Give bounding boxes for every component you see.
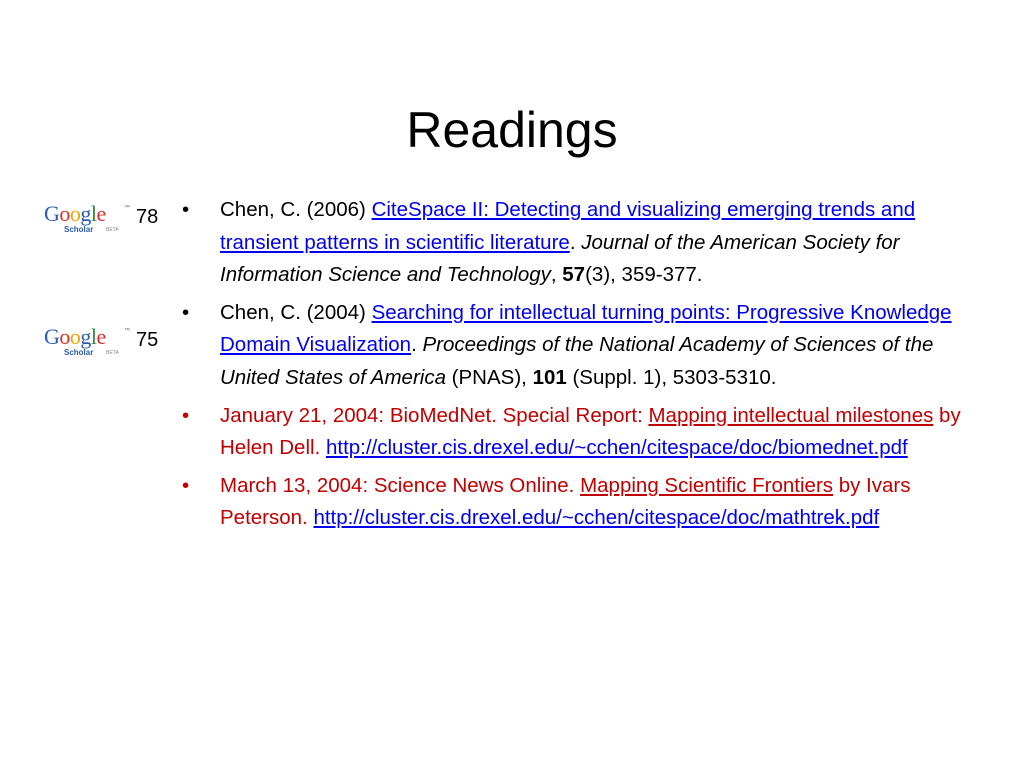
google-scholar-logo [44,324,130,360]
logo-scholar-label: Scholar [64,225,94,234]
volume-number: 57 [562,263,586,287]
volume-number: 101 [532,365,567,389]
logo-scholar-label: Scholar [64,348,94,357]
reading-after-link: by Helen Dell. [220,403,961,460]
paper-link-turning-points[interactable]: Searching for intellectual turning points: Progressive Knowledge Domain Visualization [220,300,952,357]
logo-trademark: ™ [124,205,130,211]
pdf-url-link[interactable]: http://cluster.cis.drexel.edu/~cchen/citespace/doc/mathtrek.pdf [313,506,880,530]
bullet: • [182,300,190,324]
reading-after-link: . [411,333,423,357]
reading-sep: , [550,263,563,287]
paper-link-citespace[interactable]: CiteSpace II: Detecting and visualizing emerging trends and transient patterns in scientific literature [220,198,916,254]
reading-item-citespace [182,194,972,292]
logo-beta-label: BETA [106,227,119,233]
pages: (3), 359-377. [585,263,703,287]
reading-after-link: by Ivars Peterson. [220,473,911,530]
logo-trademark: ™ [124,328,130,334]
reading-prefix: Chen, C. (2004) [220,300,372,324]
reading-sep: (PNAS), [445,365,533,389]
citation-count: 75 [136,329,159,351]
google-logo-word: Google [44,324,106,349]
reading-item-biomednet [182,400,972,465]
journal-name: Journal of the American Society for Information Science and Technology [220,230,900,287]
readings-list [182,194,972,540]
bullet: • [182,198,190,221]
slide-title: Readings [406,101,618,158]
bullet: • [182,403,190,427]
pdf-url-link[interactable]: http://cluster.cis.drexel.edu/~cchen/citespace/doc/biomednet.pdf [325,436,908,460]
reading-prefix: March 13, 2004: Science News Online. [220,473,581,497]
journal-name: Proceedings of the National Academy of Sciences of the United States of America [220,333,934,389]
article-link-frontiers[interactable]: Mapping Scientific Frontiers [580,473,834,497]
reading-prefix: Chen, C. (2006) [220,198,372,221]
logo-beta-label: BETA [106,350,119,356]
google-logo-word: Google [44,201,106,226]
reading-after-link: . [569,230,582,254]
article-link-milestones[interactable]: Mapping intellectual milestones [648,403,934,427]
reading-item-pnas [182,297,972,395]
pages: (Suppl. 1), 5303-5310. [566,365,777,389]
google-scholar-logo [44,201,130,237]
bullet: • [182,473,190,497]
reading-item-science-news [182,470,972,535]
reading-prefix: January 21, 2004: BioMedNet. Special Report: [220,403,649,427]
citation-count: 78 [136,206,159,228]
